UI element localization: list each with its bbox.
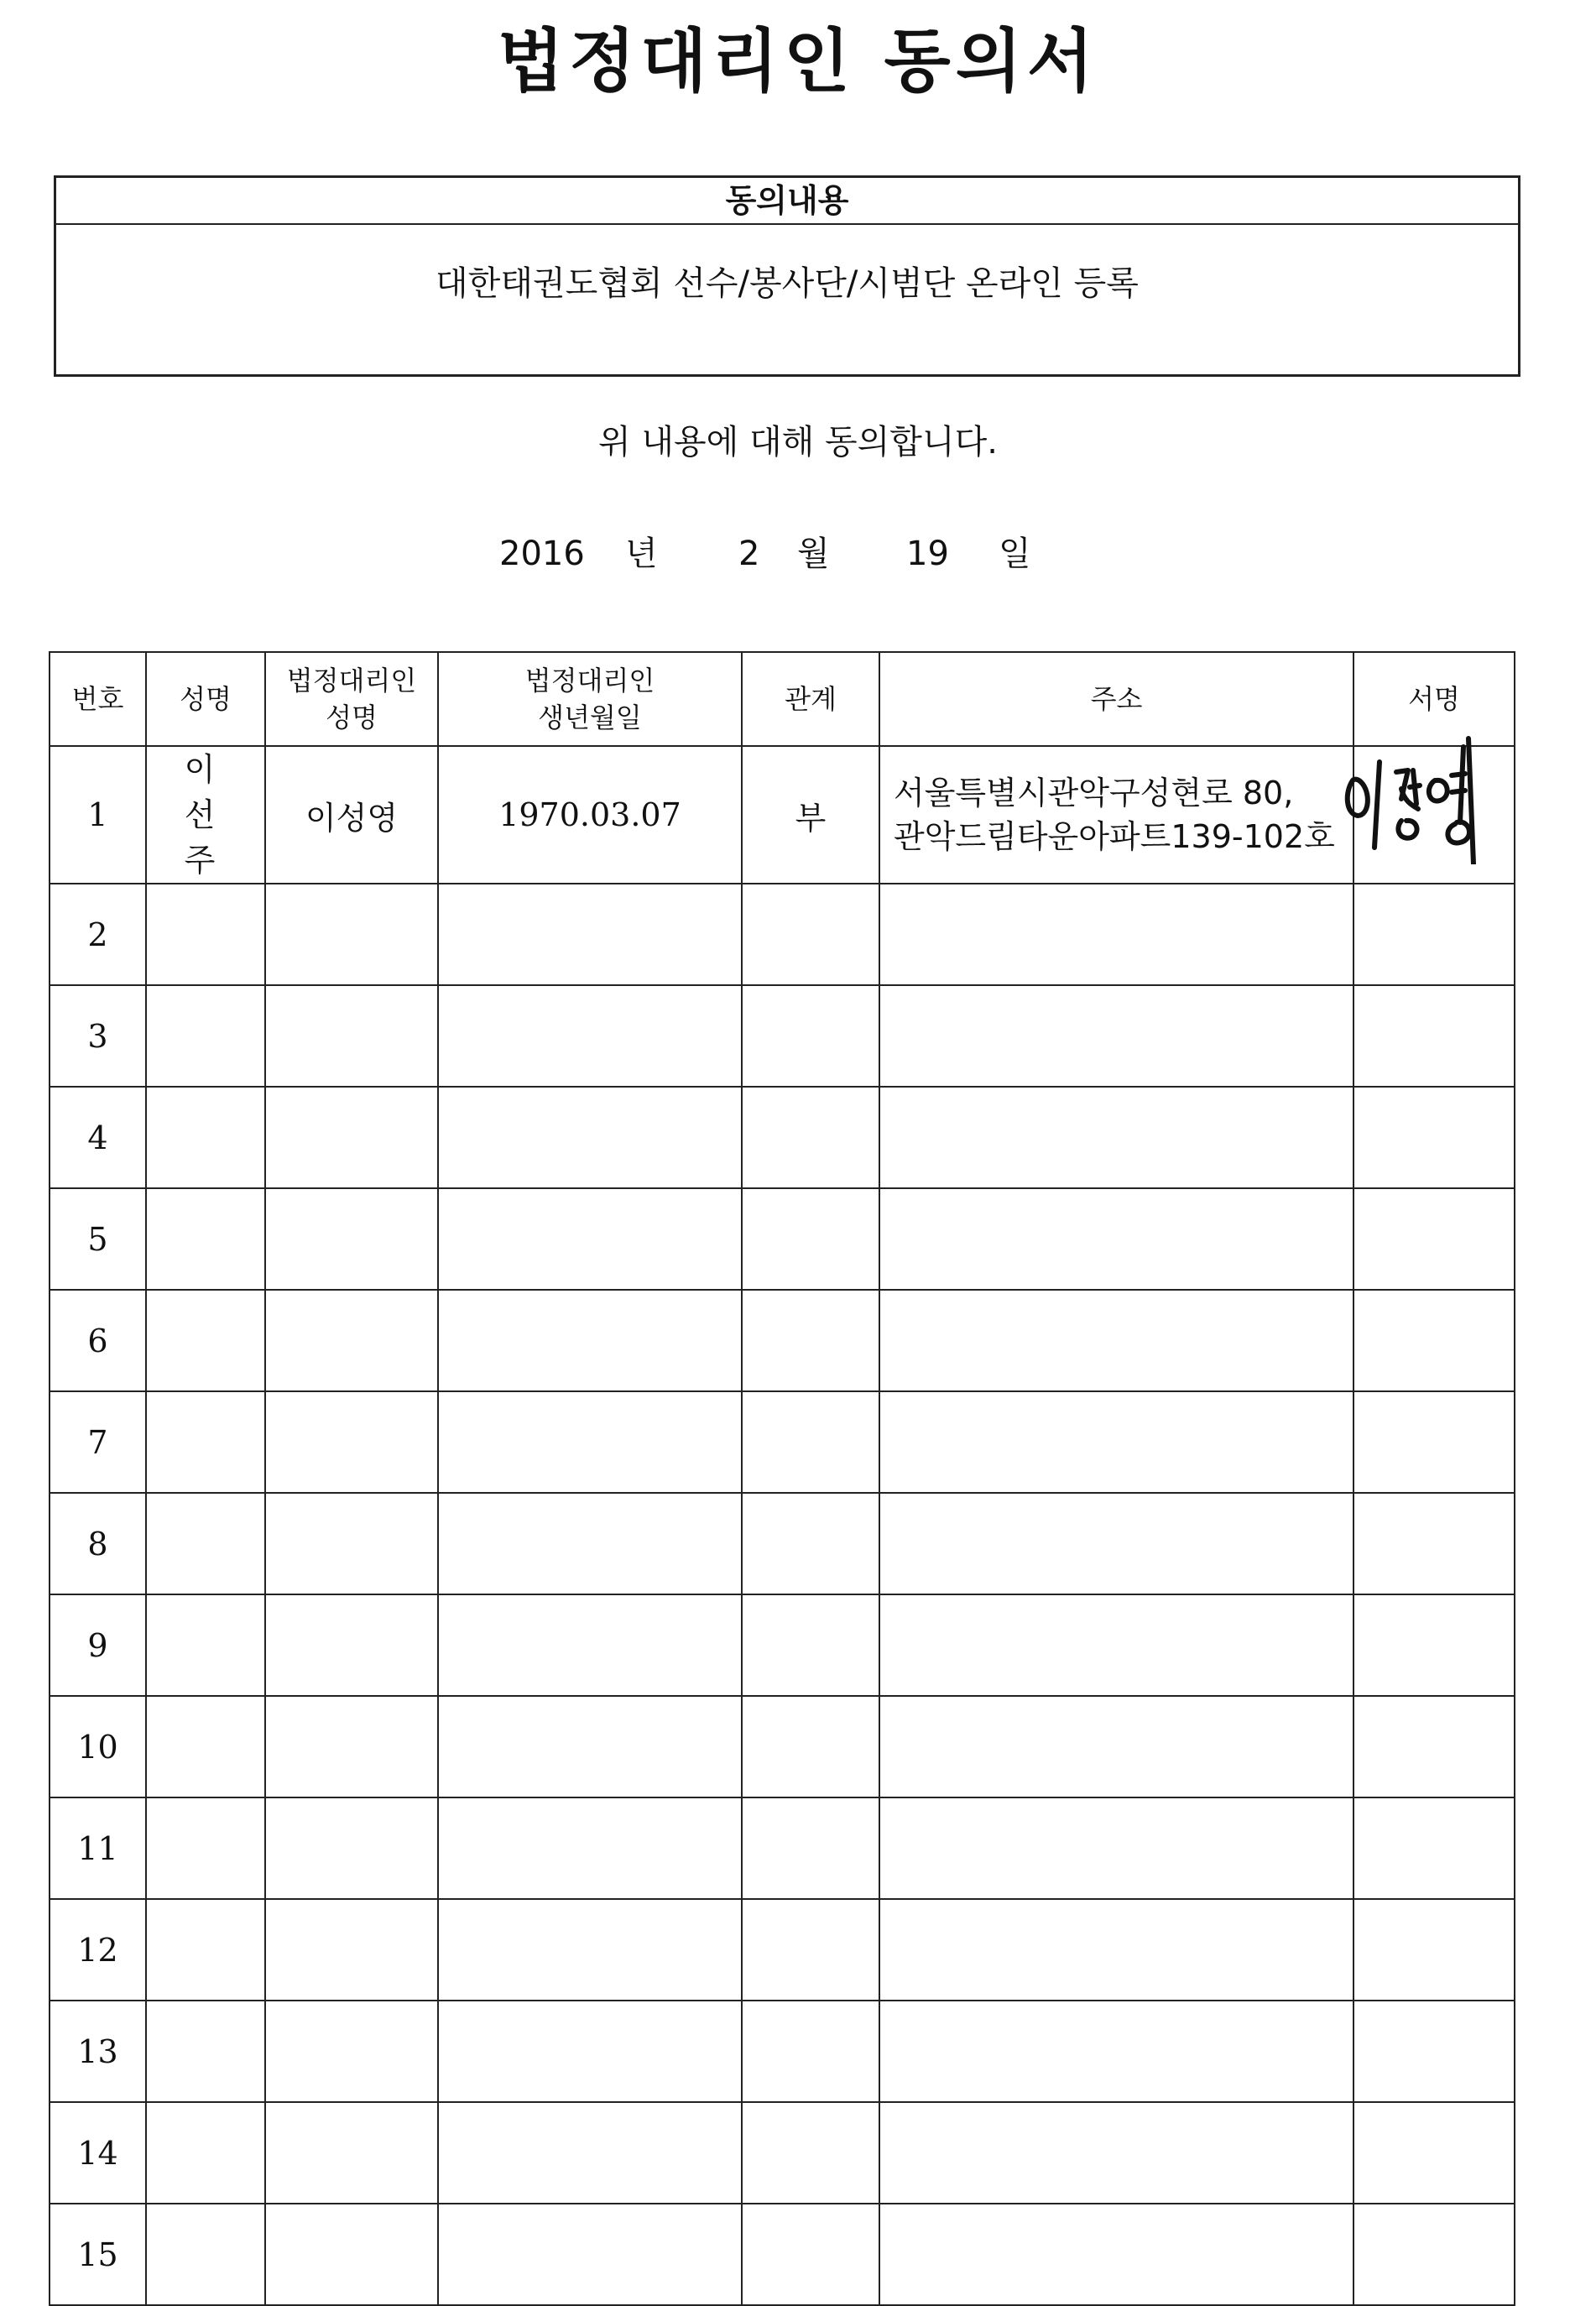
row-address <box>879 746 1353 884</box>
row-number: 7 <box>50 1391 146 1493</box>
table-row <box>50 2204 1515 2305</box>
header-signature: 서명 <box>1353 652 1515 746</box>
consent-box <box>54 175 1520 377</box>
table-row <box>50 1087 1515 1188</box>
header-address: 주소 <box>879 652 1353 746</box>
consent-date <box>499 527 1031 575</box>
table-row <box>50 1188 1515 1290</box>
row-name <box>146 746 265 884</box>
consent-heading: 동의내용 <box>56 178 1518 225</box>
table-row <box>50 1899 1515 2001</box>
header-relation: 관계 <box>742 652 879 746</box>
row-number: 10 <box>50 1696 146 1797</box>
table-row <box>50 2102 1515 2204</box>
row-number: 8 <box>50 1493 146 1594</box>
date-month: 2 <box>738 535 760 573</box>
table-row <box>50 2001 1515 2102</box>
table-row <box>50 1391 1515 1493</box>
header-number: 번호 <box>50 652 146 746</box>
handwritten-signature <box>1329 722 1514 864</box>
signature-mark <box>1354 747 1514 883</box>
row-number: 4 <box>50 1087 146 1188</box>
header-guardian-birth-text: 법정대리인 생년월일 <box>524 665 655 733</box>
consent-content: 대한태권도협회 선수/봉사단/시범단 온라인 등록 <box>436 264 1139 303</box>
table-row <box>50 1290 1515 1391</box>
row-address-line2: 관악드림타운아파트139-102호 <box>894 818 1335 855</box>
date-day-label: 일 <box>999 535 1031 573</box>
row-number: 2 <box>50 884 146 985</box>
row-signature <box>1353 746 1515 884</box>
agreement-text: 위 내용에 대해 동의합니다. <box>598 423 998 462</box>
table-row <box>50 746 1515 884</box>
row-number: 15 <box>50 2204 146 2305</box>
row-number: 6 <box>50 1290 146 1391</box>
header-guardian-name <box>265 652 438 746</box>
row-number: 14 <box>50 2102 146 2204</box>
row-address-line1: 서울특별시관악구성현로 80, <box>894 775 1294 811</box>
header-name: 성명 <box>146 652 265 746</box>
date-day: 19 <box>906 535 949 573</box>
row-number: 1 <box>50 746 146 884</box>
date-month-label: 월 <box>797 535 830 573</box>
row-number: 12 <box>50 1899 146 2001</box>
row-number: 5 <box>50 1188 146 1290</box>
row-name-text: 이 선 주 <box>184 751 227 879</box>
date-year: 2016 <box>499 535 585 573</box>
table-row <box>50 985 1515 1087</box>
document-title: 법정대리인 동의서 <box>497 21 1099 102</box>
row-relation: 부 <box>742 746 879 884</box>
row-number: 11 <box>50 1797 146 1899</box>
table-row <box>50 1696 1515 1797</box>
date-year-label: 년 <box>625 535 658 573</box>
guardian-table <box>49 651 1515 2306</box>
header-guardian-birth <box>438 652 742 746</box>
table-row <box>50 1493 1515 1594</box>
header-guardian-name-text: 법정대리인 성명 <box>286 665 417 733</box>
row-number: 3 <box>50 985 146 1087</box>
row-guardian-name: 이성영 <box>265 746 438 884</box>
table-row <box>50 1594 1515 1696</box>
table-row <box>50 884 1515 985</box>
table-header-row <box>50 652 1515 746</box>
table-row <box>50 1797 1515 1899</box>
row-number: 13 <box>50 2001 146 2102</box>
row-number: 9 <box>50 1594 146 1696</box>
row-guardian-birth: 1970.03.07 <box>438 746 742 884</box>
